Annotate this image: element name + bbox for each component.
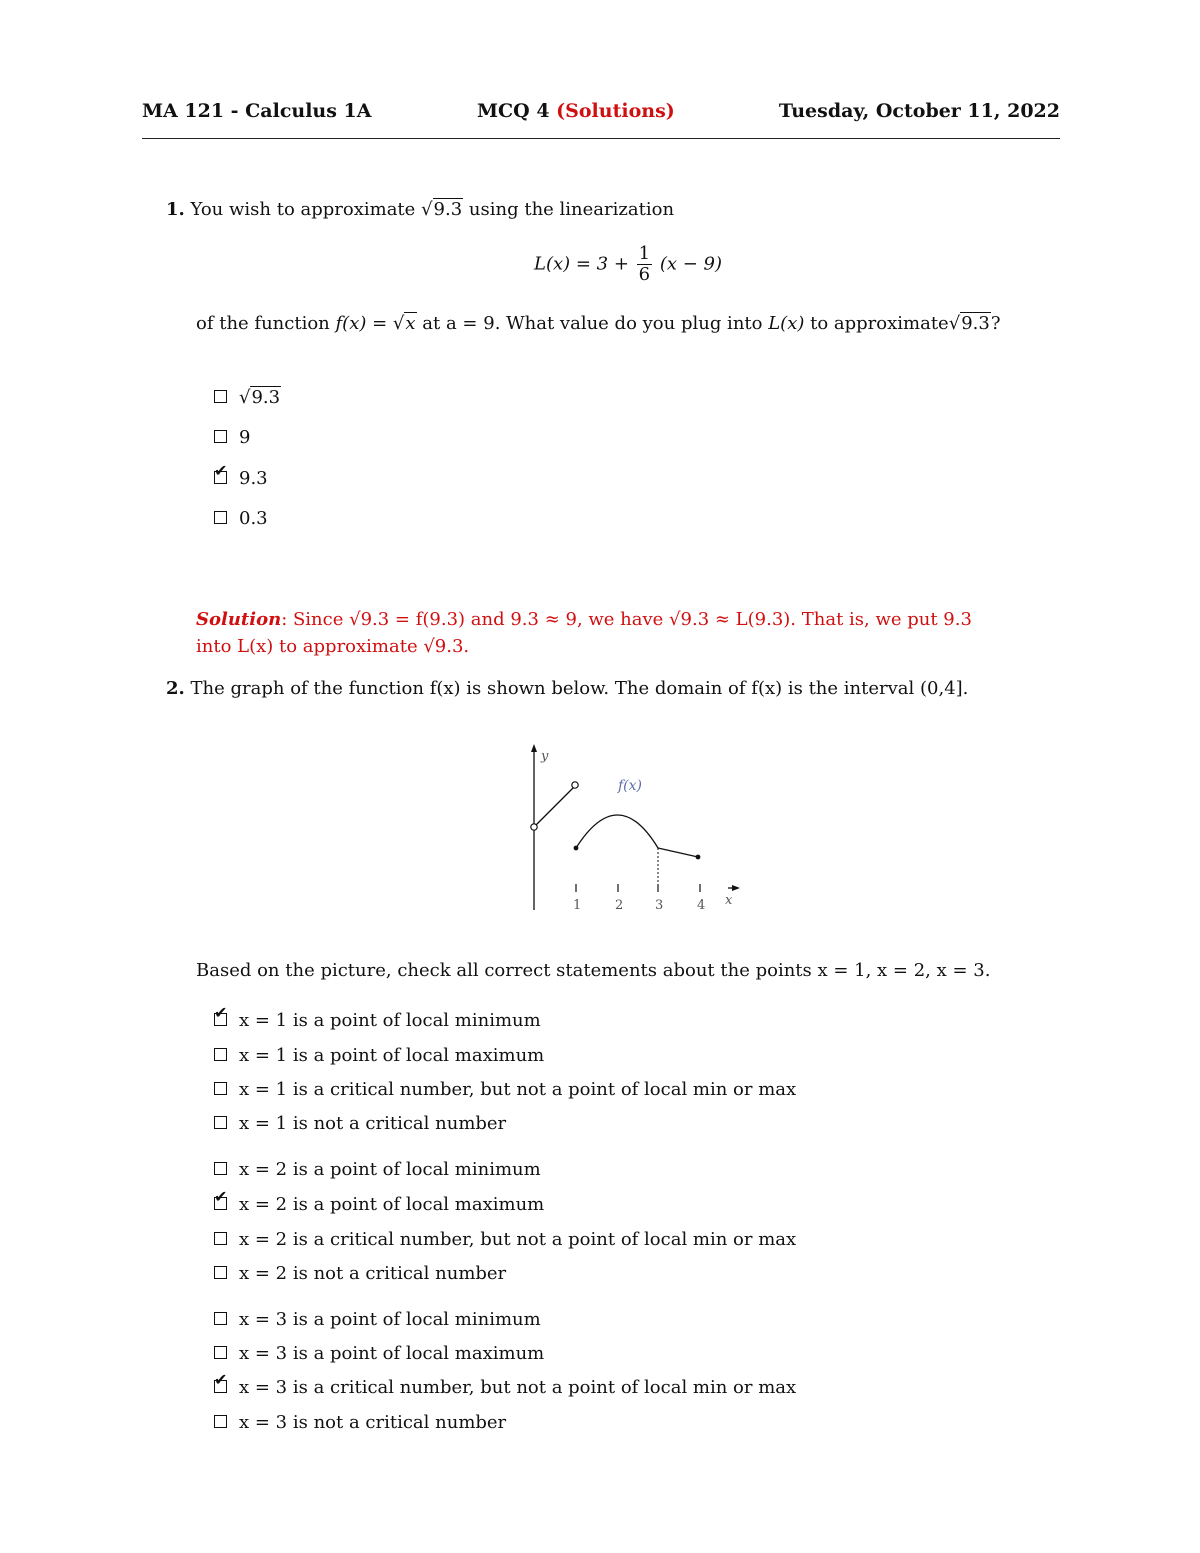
solution-line-1 <box>196 606 1056 633</box>
q2-option-2a[interactable] <box>214 1158 541 1182</box>
q2-option-3b[interactable] <box>214 1342 544 1366</box>
option-label: x = 2 is not a critical number <box>239 1263 507 1284</box>
q1-intro-text: You wish to approximate <box>190 199 416 220</box>
q1-body-text-2: at a = 9. What value do you plug into <box>422 313 763 334</box>
tick-label-2: 2 <box>615 898 624 913</box>
q1-number: 1. <box>166 199 185 220</box>
q1-option-b[interactable] <box>214 426 250 450</box>
linearization-name: L(x) <box>768 313 805 334</box>
checkbox[interactable] <box>214 511 227 524</box>
y-axis-arrow <box>531 744 537 752</box>
q1-option-c[interactable] <box>214 467 268 491</box>
radicand-2: 9.3 <box>961 313 990 334</box>
solution-label: Solution <box>196 609 282 630</box>
curve-label: f(x) <box>618 778 643 794</box>
checkbox-checked[interactable] <box>214 1013 227 1026</box>
quiz-date: Tuesday, October 11, 2022 <box>778 100 1060 122</box>
x-axis-arrow <box>732 885 740 891</box>
q2-option-3c[interactable] <box>214 1376 796 1400</box>
q2-instruction: Based on the picture, check all correct statements about the points x = 1, x = 2, x = 3. <box>196 960 991 981</box>
checkbox[interactable] <box>214 1048 227 1061</box>
q1-body-end: ? <box>990 313 1001 334</box>
checkbox[interactable] <box>214 1116 227 1129</box>
checkbox[interactable] <box>214 430 227 443</box>
radicand: 9.3 <box>433 199 463 220</box>
option-label: x = 1 is a point of local minimum <box>239 1010 541 1031</box>
curve-arc <box>576 815 658 848</box>
q1-solution <box>196 606 1056 660</box>
fraction-denominator: 6 <box>638 264 651 285</box>
open-point-end <box>572 782 578 788</box>
option-label: x = 1 is a point of local maximum <box>239 1045 545 1066</box>
q2-option-1b[interactable] <box>214 1044 544 1068</box>
q2-option-2c[interactable] <box>214 1228 796 1252</box>
checkbox[interactable] <box>214 1346 227 1359</box>
fraction <box>637 244 652 285</box>
q1-body <box>196 313 1001 334</box>
option-label: x = 3 is not a critical number <box>239 1412 507 1433</box>
q2-number: 2. <box>166 678 185 699</box>
q1-option-d[interactable] <box>214 507 268 531</box>
checkbox[interactable] <box>214 1312 227 1325</box>
radicand-x: x <box>405 313 416 334</box>
tick-label-4: 4 <box>697 898 706 913</box>
option-label: 9.3 <box>239 468 268 489</box>
formula-rhs: (x − 9) <box>659 253 723 275</box>
fraction-numerator: 1 <box>638 243 651 264</box>
curve-segment-3 <box>658 848 698 857</box>
solution-text-1: : Since √9.3 = f(9.3) and 9.3 ≈ 9, we have √9.3 ≈ L(9.3). That is, we put 9.3 <box>281 609 972 630</box>
page-header <box>142 100 1060 130</box>
checkbox[interactable] <box>214 1415 227 1428</box>
checkbox-checked[interactable] <box>214 1380 227 1393</box>
q2-option-3a[interactable] <box>214 1308 541 1332</box>
option-label: x = 1 is not a critical number <box>239 1113 507 1134</box>
quiz-name: MCQ 4 <box>477 100 550 122</box>
q2-option-1c[interactable] <box>214 1078 796 1102</box>
sqrt-expression: √9.3 <box>421 199 463 220</box>
q1-intro-text-2: using the linearization <box>468 199 675 220</box>
open-point-start <box>531 824 537 830</box>
checkbox-checked[interactable] <box>214 1197 227 1210</box>
tick-label-1: 1 <box>573 898 582 913</box>
closed-point-x4 <box>696 855 701 860</box>
tick-label-3: 3 <box>655 898 664 913</box>
q2-prompt-text: The graph of the function f(x) is shown below. The domain of f(x) is the interval (0,4]. <box>190 678 969 699</box>
option-label: x = 2 is a critical number, but not a point of local min or max <box>239 1229 797 1250</box>
q1-body-text-3: to approximate <box>810 313 949 334</box>
function-expression: f(x) = <box>335 313 388 334</box>
formula-lhs: L(x) = 3 + <box>534 253 629 275</box>
q2-option-2d[interactable] <box>214 1262 506 1286</box>
checkbox[interactable] <box>214 390 227 403</box>
checkbox[interactable] <box>214 1266 227 1279</box>
solution-text-2: into L(x) to approximate √9.3. <box>196 636 470 657</box>
function-graph <box>520 738 760 918</box>
q1-body-text: of the function <box>196 313 330 334</box>
option-label: 0.3 <box>239 508 268 529</box>
option-label: x = 3 is a point of local maximum <box>239 1343 545 1364</box>
option-label: 9 <box>239 427 251 448</box>
x-axis-label: x <box>725 893 733 908</box>
q2-prompt <box>166 678 968 699</box>
linearization-formula <box>534 244 722 294</box>
q2-option-2b[interactable] <box>214 1193 544 1217</box>
option-label: x = 2 is a point of local minimum <box>239 1159 541 1180</box>
y-axis-label: y <box>541 749 549 764</box>
option-label: x = 1 is a critical number, but not a point of local min or max <box>239 1079 797 1100</box>
q2-option-1a[interactable] <box>214 1009 541 1033</box>
curve-segment-1 <box>534 786 575 827</box>
checkbox[interactable] <box>214 1082 227 1095</box>
q1-option-a[interactable] <box>214 386 281 410</box>
option-label: 9.3 <box>251 387 281 408</box>
header-rule <box>142 138 1060 139</box>
q2-option-1d[interactable] <box>214 1112 506 1136</box>
checkbox[interactable] <box>214 1232 227 1245</box>
course-title: MA 121 - Calculus 1A <box>142 100 372 122</box>
checkbox[interactable] <box>214 1162 227 1175</box>
solutions-tag: (Solutions) <box>556 100 675 122</box>
sqrt-expression-2: √9.3 <box>948 313 990 334</box>
q2-option-3d[interactable] <box>214 1411 506 1435</box>
option-label: x = 2 is a point of local maximum <box>239 1194 545 1215</box>
sqrt-x: √x <box>392 313 416 334</box>
q1-intro <box>166 199 674 220</box>
closed-point-x1 <box>574 846 579 851</box>
checkbox-checked[interactable] <box>214 471 227 484</box>
option-label: x = 3 is a point of local minimum <box>239 1309 541 1330</box>
quiz-title <box>477 100 675 122</box>
option-label: x = 3 is a critical number, but not a point of local min or max <box>239 1377 797 1398</box>
sqrt-option: √9.3 <box>239 387 281 408</box>
